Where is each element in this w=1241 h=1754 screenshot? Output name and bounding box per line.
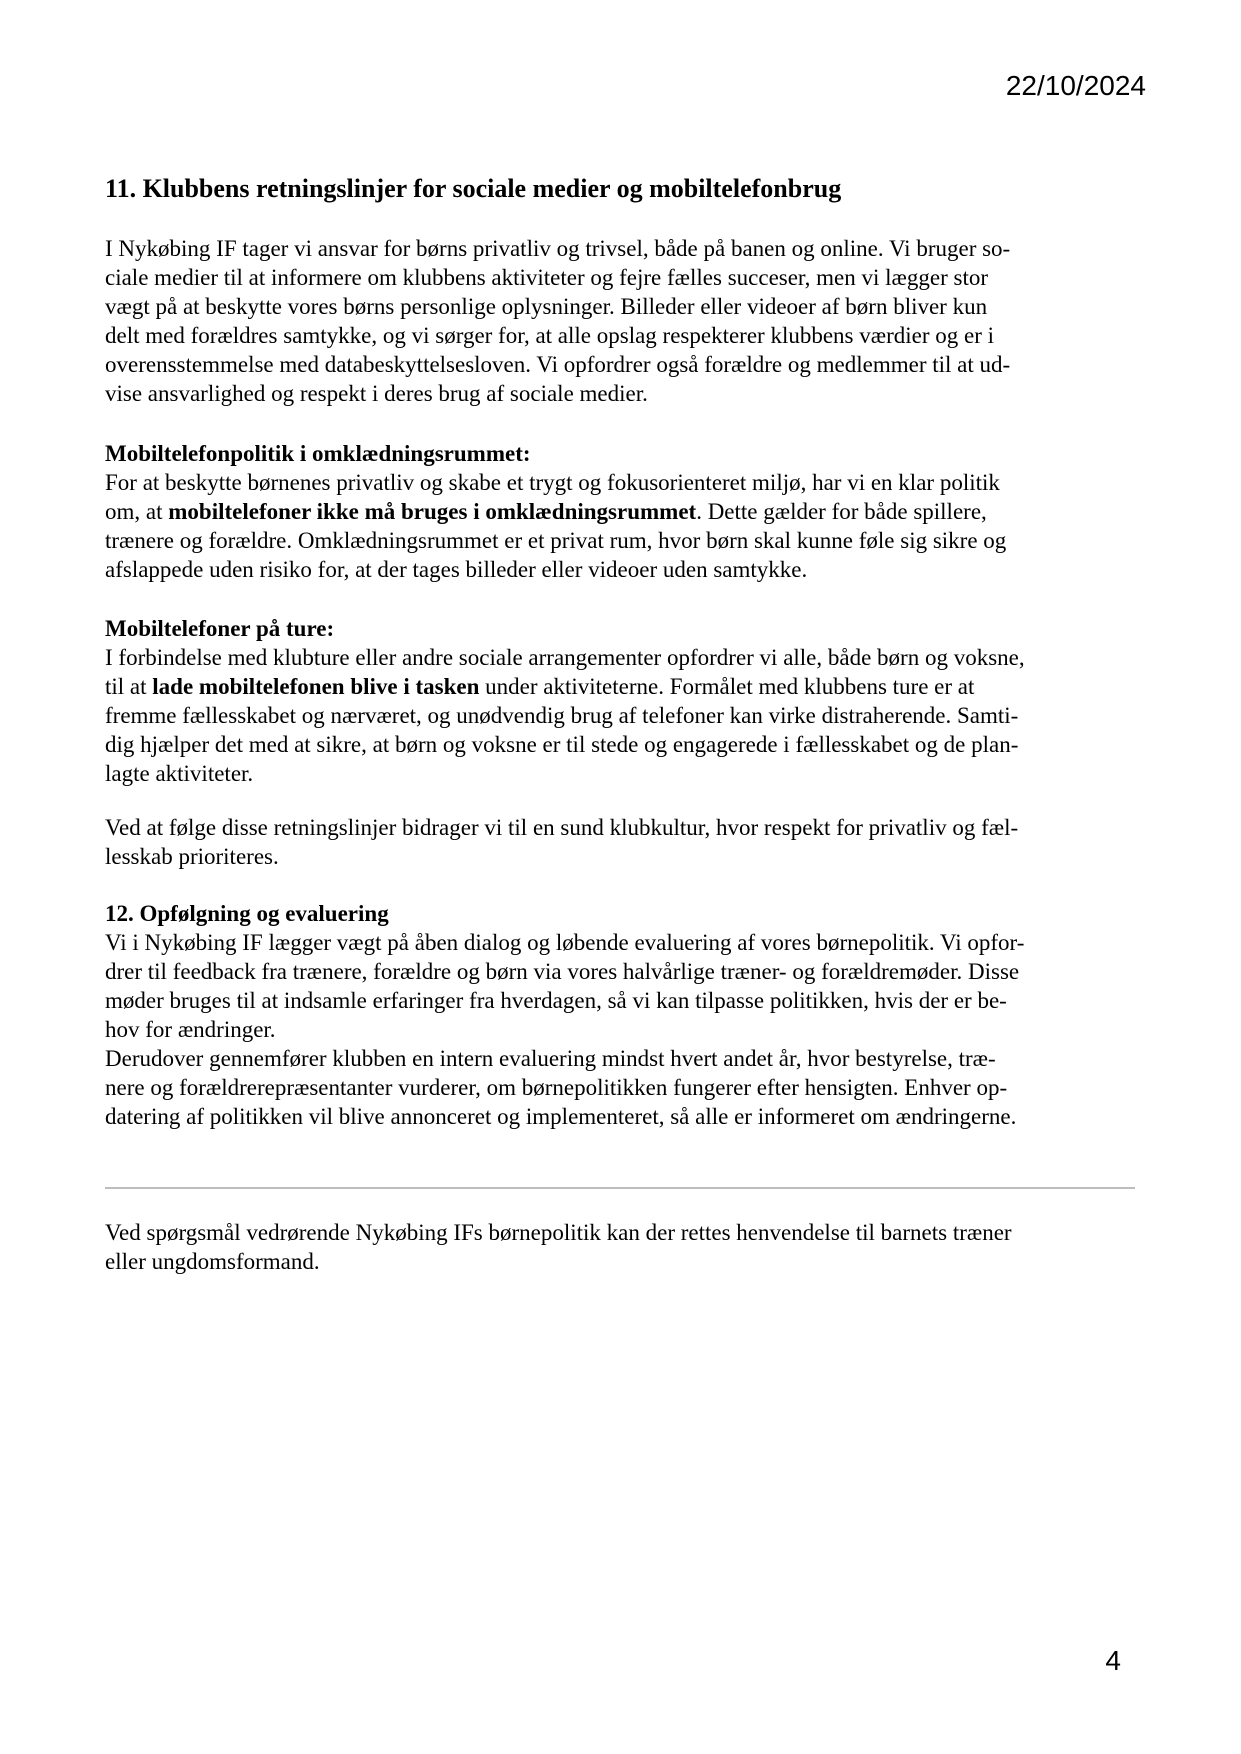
text-line bbox=[105, 1073, 1135, 1102]
text: hov for ændringer. bbox=[105, 1017, 276, 1042]
text-line bbox=[105, 730, 1135, 759]
text: møder bruges til at indsamle erfaringer fra hverdagen, så vi kan tilpasse politikken, hvis der er be- bbox=[105, 988, 1007, 1013]
text: om, at bbox=[105, 499, 169, 524]
document-body bbox=[105, 234, 1135, 1276]
paragraph bbox=[105, 643, 1135, 788]
paragraph bbox=[105, 928, 1135, 1044]
bold-text: lade mobiltelefonen blive i tasken bbox=[152, 674, 480, 699]
text-line bbox=[105, 701, 1135, 730]
section-heading: Mobiltelefonpolitik i omklædningsrummet: bbox=[105, 441, 531, 466]
text-line bbox=[105, 292, 1135, 321]
text-line bbox=[105, 1102, 1135, 1131]
text-line bbox=[105, 928, 1135, 957]
section-heading: 12. Opfølgning og evaluering bbox=[105, 901, 389, 926]
text: I forbindelse med klubture eller andre sociale arrangementer opfordrer vi alle, både børn og voksne, bbox=[105, 645, 1025, 670]
text-line bbox=[105, 1218, 1135, 1247]
text-line bbox=[105, 379, 1135, 408]
text-line bbox=[105, 526, 1135, 555]
text: til at bbox=[105, 674, 153, 699]
text-line bbox=[105, 643, 1135, 672]
text-line bbox=[105, 468, 1135, 497]
text-line bbox=[105, 759, 1135, 788]
text: drer til feedback fra trænere, forældre og børn via vores halvårlige træner- og forældremøder. Disse bbox=[105, 959, 1020, 984]
paragraph bbox=[105, 468, 1135, 584]
text-line bbox=[105, 813, 1135, 842]
text: . Dette gælder for både spillere, bbox=[696, 499, 987, 524]
text: Derudover gennemfører klubben en intern evaluering mindst hvert andet år, hvor bestyrelse, træ- bbox=[105, 1046, 996, 1071]
text: Ved at følge disse retningslinjer bidrager vi til en sund klubkultur, hvor respekt for privatliv og fæl- bbox=[105, 815, 1019, 840]
text: ciale medier til at informere om klubbens aktiviteter og fejre fælles succeser, men vi lægger stor bbox=[105, 265, 989, 290]
text-line bbox=[105, 1044, 1135, 1073]
text: overensstemmelse med databeskyttelsesloven. Vi opfordrer også forældre og medlemmer til at ud- bbox=[105, 352, 1011, 377]
header-date: 22/10/2024 bbox=[1005, 70, 1146, 101]
text-line bbox=[105, 234, 1135, 263]
page-number: 4 bbox=[1105, 1645, 1121, 1676]
text-line bbox=[105, 497, 1135, 526]
text: I Nykøbing IF tager vi ansvar for børns privatliv og trivsel, både på banen og online. Vi bruger so- bbox=[105, 236, 1011, 261]
text: delt med forældres samtykke, og vi sørger for, at alle opslag respekterer klubbens værdier og er i bbox=[105, 323, 995, 348]
document-content bbox=[105, 0, 1135, 1276]
text: dig hjælper det med at sikre, at børn og voksne er til stede og engagerede i fællesskabet og de plan- bbox=[105, 732, 1019, 757]
text-line bbox=[105, 350, 1135, 379]
text: fremme fællesskabet og nærværet, og unødvendig brug af telefoner kan virke distraherende. Samti- bbox=[105, 703, 1019, 728]
paragraph bbox=[105, 1044, 1135, 1131]
document-title: 11. Klubbens retningslinjer for sociale medier og mobiltelefonbrug bbox=[105, 174, 842, 203]
text-line bbox=[105, 555, 1135, 584]
text-line bbox=[105, 672, 1135, 701]
text-line bbox=[105, 986, 1135, 1015]
section-divider bbox=[105, 1187, 1135, 1189]
text: trænere og forældre. Omklædningsrummet er et privat rum, hvor børn skal kunne føle sig sikre og bbox=[105, 528, 1007, 553]
text: vægt på at beskytte vores børns personlige oplysninger. Billeder eller videoer af børn bliver kun bbox=[105, 294, 988, 319]
text: afslappede uden risiko for, at der tages billeder eller videoer uden samtykke. bbox=[105, 557, 808, 582]
text: Vi i Nykøbing IF lægger vægt på åben dialog og løbende evaluering af vores børnepolitik. Vi opfor- bbox=[105, 930, 1025, 955]
section-heading: Mobiltelefoner på ture: bbox=[105, 616, 335, 641]
text: nere og forældrerepræsentanter vurderer, om børnepolitikken fungerer efter hensigten. Enhver op- bbox=[105, 1075, 1008, 1100]
text-line bbox=[105, 1015, 1135, 1044]
text-line bbox=[105, 263, 1135, 292]
paragraph bbox=[105, 234, 1135, 408]
paragraph bbox=[105, 813, 1135, 871]
text-line bbox=[105, 842, 1135, 871]
paragraph bbox=[105, 1218, 1135, 1276]
text-line bbox=[105, 321, 1135, 350]
bold-text: mobiltelefoner ikke må bruges i omklædningsrummet bbox=[168, 499, 697, 524]
text: under aktiviteterne. Formålet med klubbens ture er at bbox=[479, 674, 975, 699]
text: lagte aktiviteter. bbox=[105, 761, 254, 786]
text: Ved spørgsmål vedrørende Nykøbing IFs børnepolitik kan der rettes henvendelse til barnets træner bbox=[105, 1220, 1012, 1245]
text: eller ungdomsformand. bbox=[105, 1249, 320, 1274]
text: For at beskytte børnenes privatliv og skabe et trygt og fokusorienteret miljø, har vi en klar politik bbox=[105, 470, 1000, 495]
text: lesskab prioriteres. bbox=[105, 844, 279, 869]
text-line bbox=[105, 957, 1135, 986]
text: vise ansvarlighed og respekt i deres brug af sociale medier. bbox=[105, 381, 648, 406]
text: datering af politikken vil blive annonceret og implementeret, så alle er informeret om ændringerne. bbox=[105, 1104, 1017, 1129]
text-line bbox=[105, 1247, 1135, 1276]
